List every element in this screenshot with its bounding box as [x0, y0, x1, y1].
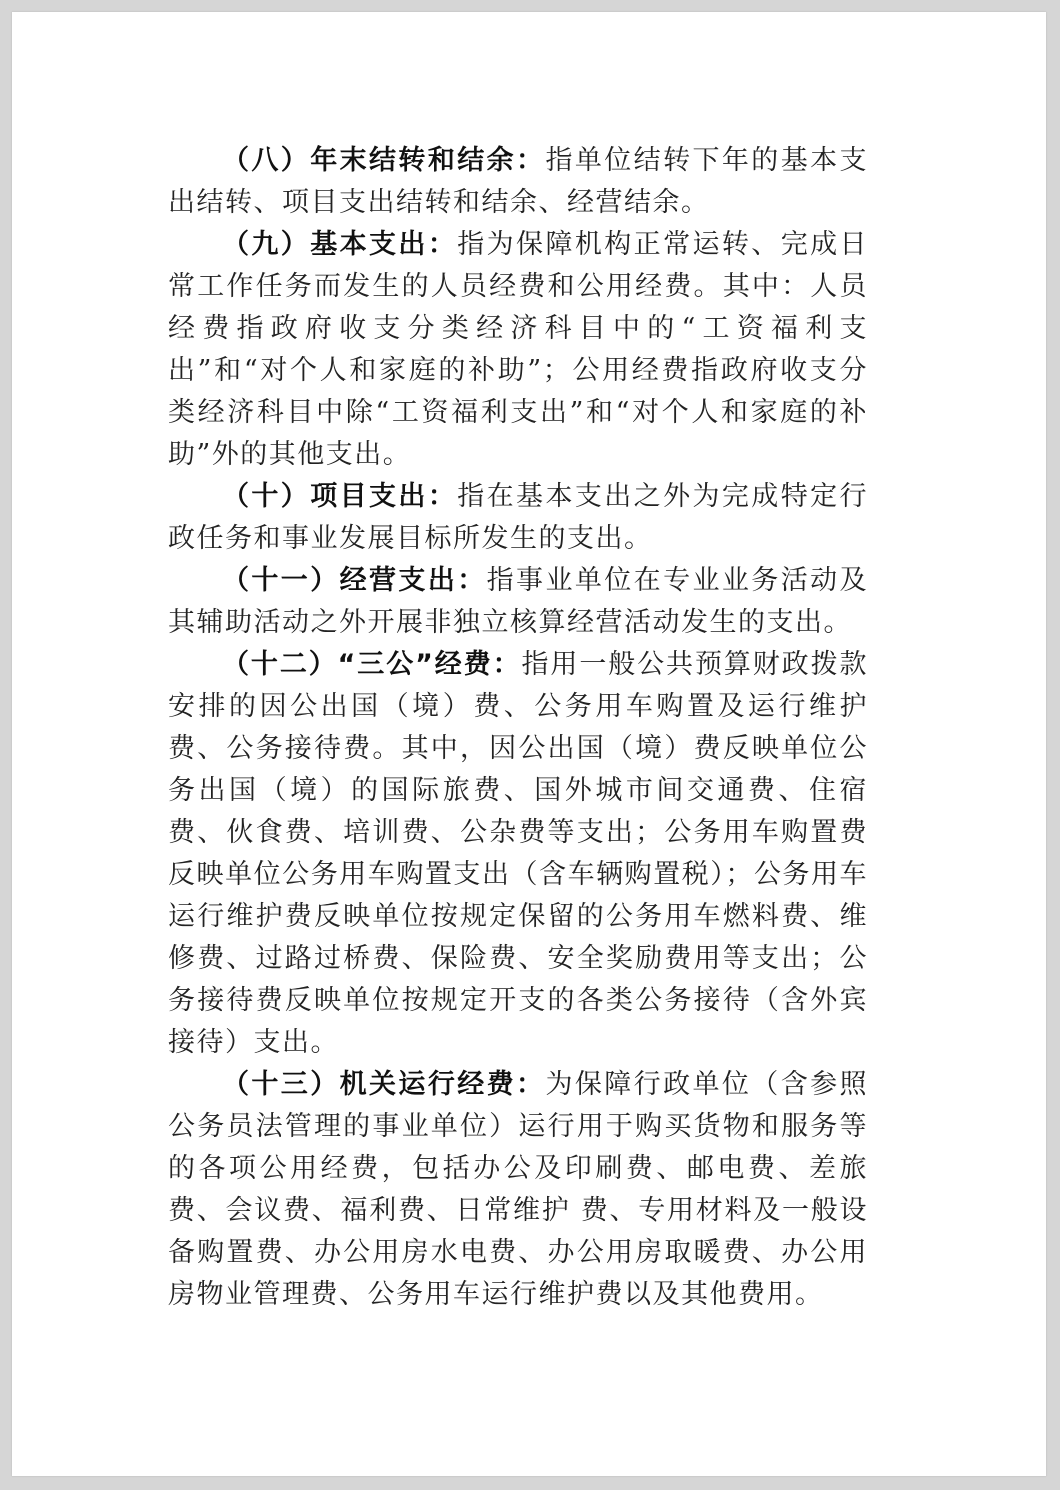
paragraph-agency-operating-funds: [168, 1064, 868, 1316]
paragraph-text: 为保障行政单位（含参照公务员法管理的事业单位）运行用于购买货物和服务等的各项公用经费，包括办公及印刷费、邮电费、差旅费、会议费、福利费、日常维护 费、专用材料及一般设备购置费、办公用房水电费、办公用房取暖费、办公用房物业管理费、公务用车运行维护费以及其他费用。: [168, 1069, 869, 1310]
document-body: [168, 140, 868, 1316]
heading-project-expenditure: （十）项目支出：: [222, 481, 458, 512]
paragraph-text: 指用一般公共预算财政拨款安排的因公出国（境）费、公务用车购置及运行维护费、公务接待费。其中，因公出国（境）费反映单位公务出国（境）的国际旅费、国外城市间交通费、住宿费、伙食费、培训费、公杂费等支出；公务用车购置费反映单位公务用车购置支出（含车辆购置税）；公务用车运行维护费反映单位按规定保留的公务用车燃料费、维修费、过路过桥费、保险费、安全奖励费用等支出；公务接待费反映单位按规定开支的各类公务接待（含外宾接待）支出。: [168, 649, 868, 1058]
heading-three-public-expenses: （十二）“三公”经费：: [222, 649, 522, 680]
paragraph-text: 指在基本支出之外为完成特定行政任务和事业发展目标所发生的支出。: [168, 481, 869, 554]
heading-agency-operating-funds: （十三）机关运行经费：: [222, 1069, 546, 1100]
paragraph-operating-expenditure: [168, 560, 868, 644]
paragraph-text: 指为保障机构正常运转、完成日常工作任务而发生的人员经费和公用经费。其中：人员经费指政府收支分类经济科目中的“工资福利支出”和“对个人和家庭的补助”；公用经费指政府收支分类经济科目中除“工资福利支出”和“对个人和家庭的补助”外的其他支出。: [168, 229, 869, 470]
paragraph-text: 指单位结转下年的基本支出结转、项目支出结转和结余、经营结余。: [168, 145, 869, 218]
paragraph-project-expenditure: [168, 476, 868, 560]
heading-operating-expenditure: （十一）经营支出：: [222, 565, 487, 596]
paragraph-year-end-carryover: [168, 140, 868, 224]
document-page: [12, 12, 1046, 1476]
paragraph-basic-expenditure: [168, 224, 868, 476]
paragraph-text: 指事业单位在专业业务活动及其辅助活动之外开展非独立核算经营活动发生的支出。: [168, 565, 869, 638]
heading-year-end-carryover: （八）年末结转和结余：: [222, 145, 546, 176]
paragraph-three-public-expenses: [168, 644, 868, 1064]
heading-basic-expenditure: （九）基本支出：: [222, 229, 458, 260]
